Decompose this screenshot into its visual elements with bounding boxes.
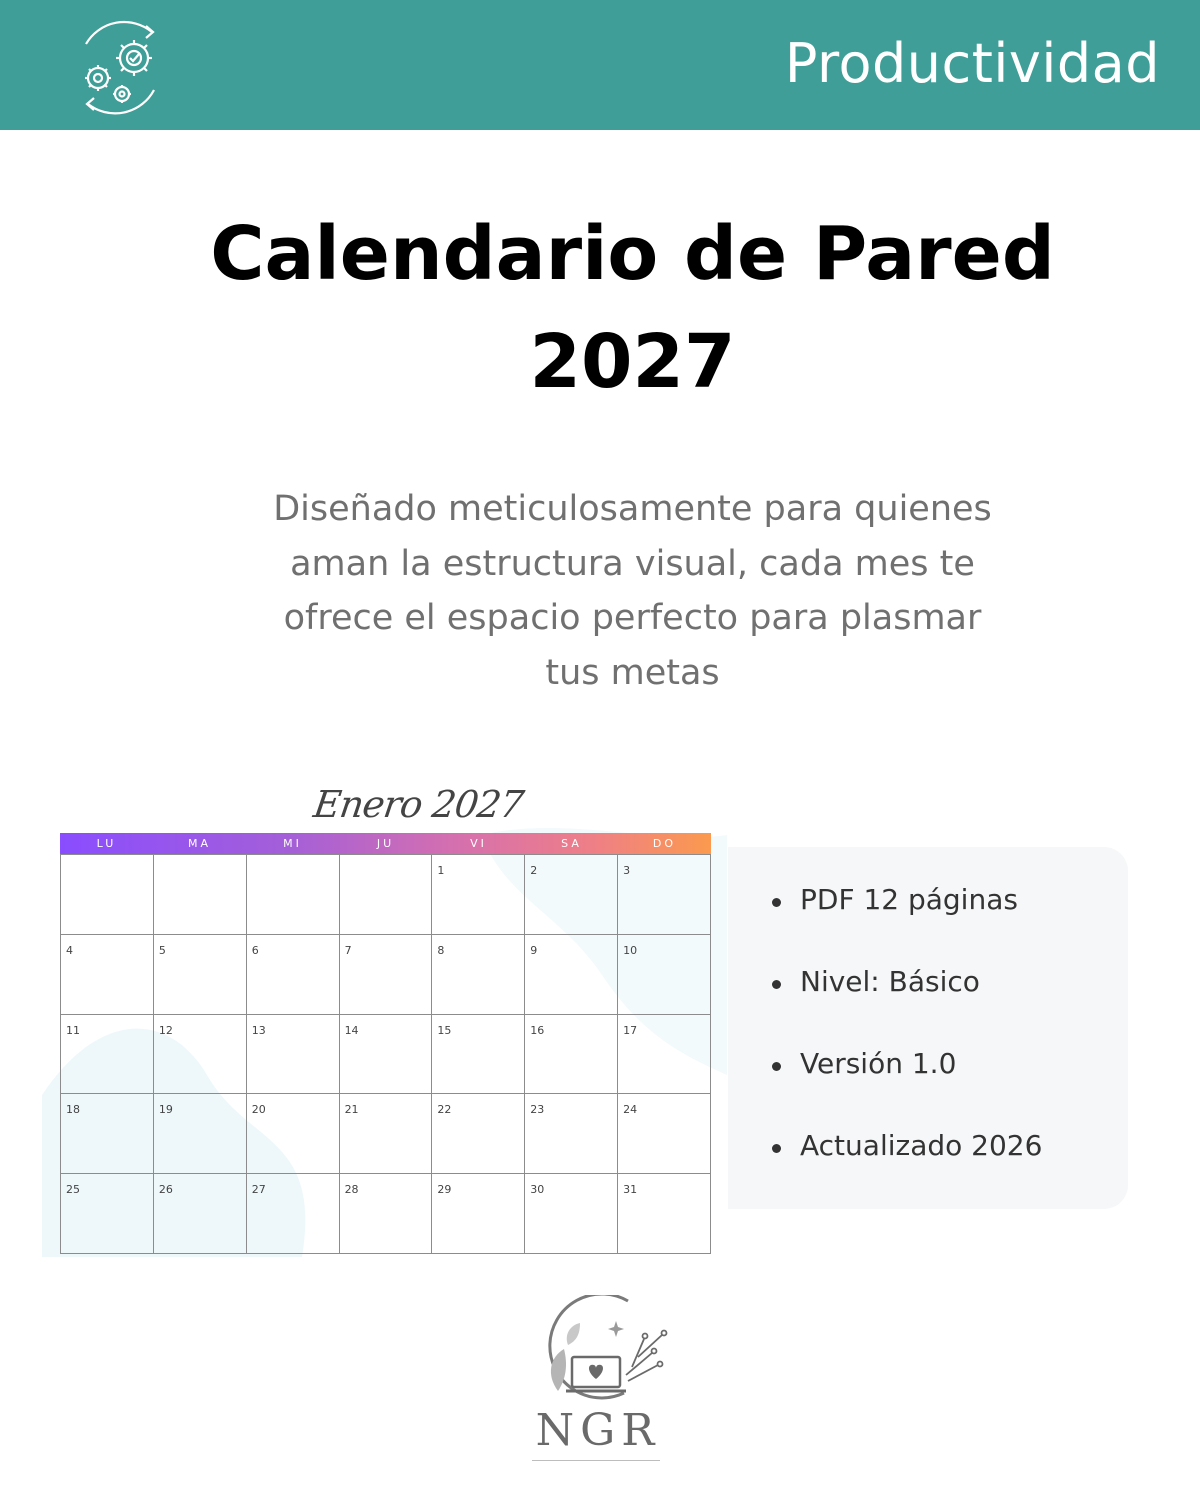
info-item: Nivel: Básico — [772, 965, 1042, 1047]
calendar-day-number: 10 — [623, 943, 638, 957]
calendar-day-number: 17 — [623, 1023, 638, 1037]
calendar-day-number: 28 — [344, 1183, 359, 1197]
calendar-day-number: 3 — [623, 864, 631, 877]
calendar-day-cell — [61, 1174, 154, 1254]
calendar-day-number: 18 — [66, 1103, 80, 1117]
weekday-label: DO — [652, 837, 677, 850]
calendar-day-number: 5 — [158, 943, 166, 957]
calendar-day-cell — [525, 935, 618, 1015]
calendar-day-cell — [618, 855, 711, 935]
calendar-day-number: 1 — [437, 864, 445, 877]
calendar-day-number: 23 — [530, 1103, 545, 1117]
gears-check-icon — [66, 14, 174, 122]
calendar-day-cell — [154, 1094, 247, 1174]
page-title — [100, 200, 1165, 416]
header-bar — [0, 0, 1200, 130]
calendar-day-number: 7 — [344, 943, 352, 957]
calendar-month-title: Enero 2027 — [310, 783, 526, 826]
calendar-day-cell — [61, 855, 154, 935]
calendar-day-cell — [154, 1015, 247, 1095]
weekday-label: LU — [96, 837, 117, 850]
description-line-1: Diseñado meticulosamente para quienes — [273, 489, 992, 529]
calendar-day-number: 8 — [437, 943, 445, 957]
title-line-2: 2027 — [529, 319, 736, 405]
calendar-day-cell — [340, 935, 433, 1015]
calendar-day-number: 6 — [251, 943, 259, 957]
calendar-day-cell — [525, 855, 618, 935]
calendar-day-cell — [247, 1174, 340, 1254]
calendar-day-number: 19 — [158, 1103, 173, 1117]
calendar-day-cell — [154, 855, 247, 935]
calendar-day-cell — [432, 1094, 525, 1174]
calendar-day-number: 11 — [66, 1023, 80, 1037]
weekday-label: MA — [187, 837, 211, 850]
calendar-day-number: 9 — [530, 943, 538, 957]
calendar-day-cell — [154, 1174, 247, 1254]
calendar-day-cell — [618, 1174, 711, 1254]
calendar-day-number: 2 — [530, 864, 538, 877]
weekday-label: SA — [561, 837, 582, 850]
weekday-label: VI — [470, 837, 487, 850]
weekday-label: JU — [376, 837, 395, 850]
calendar-day-cell — [154, 935, 247, 1015]
calendar-day-cell — [61, 1094, 154, 1174]
calendar-day-cell — [247, 1015, 340, 1095]
calendar-day-number: 14 — [344, 1023, 359, 1037]
calendar-day-cell — [618, 935, 711, 1015]
calendar-day-number: 16 — [530, 1023, 545, 1037]
calendar-day-number: 30 — [530, 1183, 545, 1197]
calendar-day-number: 26 — [158, 1183, 173, 1197]
logo-text: NGR — [535, 1405, 661, 1456]
calendar-day-cell — [340, 855, 433, 935]
calendar-day-cell — [247, 855, 340, 935]
calendar-day-cell — [432, 935, 525, 1015]
calendar-day-cell — [432, 1015, 525, 1095]
product-description — [215, 482, 1050, 700]
calendar-day-cell — [525, 1015, 618, 1095]
calendar-day-cell — [432, 1174, 525, 1254]
calendar-day-number: 21 — [344, 1103, 359, 1117]
calendar-day-cell — [618, 1015, 711, 1095]
calendar-day-cell — [247, 1094, 340, 1174]
calendar-day-number: 27 — [251, 1183, 266, 1197]
calendar-day-cell — [247, 935, 340, 1015]
weekday-label: MI — [283, 837, 302, 850]
info-item: Versión 1.0 — [772, 1047, 1042, 1129]
description-line-3: ofrece el espacio perfecto para plasmar — [283, 598, 982, 638]
calendar-day-number: 12 — [158, 1023, 173, 1037]
description-line-4: tus metas — [545, 652, 720, 693]
calendar-day-number: 13 — [251, 1023, 266, 1037]
title-line-1: Calendario de Pared — [210, 211, 1055, 297]
category-title: Productividad — [784, 32, 1160, 95]
calendar-grid — [60, 854, 711, 1254]
calendar-day-cell — [61, 935, 154, 1015]
product-info-card — [728, 847, 1128, 1209]
description-line-2: aman la estructura visual, cada mes te — [290, 543, 975, 584]
calendar-day-cell — [525, 1094, 618, 1174]
calendar-day-cell — [340, 1174, 433, 1254]
calendar-day-number: 31 — [623, 1183, 638, 1197]
calendar-day-cell — [61, 1015, 154, 1095]
calendar-day-number: 20 — [251, 1103, 266, 1117]
calendar-day-number: 25 — [66, 1183, 80, 1197]
calendar-day-number: 4 — [66, 943, 73, 957]
info-item: PDF 12 páginas — [772, 883, 1042, 965]
calendar-day-cell — [618, 1094, 711, 1174]
info-item: Actualizado 2026 — [772, 1129, 1042, 1211]
calendar-day-cell — [340, 1094, 433, 1174]
calendar-day-cell — [340, 1015, 433, 1095]
calendar-day-number: 15 — [437, 1023, 452, 1037]
calendar-day-cell — [432, 855, 525, 935]
logo-underline — [532, 1460, 660, 1461]
calendar-preview — [42, 775, 727, 1257]
product-info-list — [772, 883, 1042, 1211]
calendar-day-number: 24 — [623, 1103, 638, 1117]
calendar-weekday-header — [60, 833, 711, 854]
calendar-day-number: 29 — [437, 1183, 452, 1197]
calendar-day-number: 22 — [437, 1103, 452, 1117]
calendar-day-cell — [525, 1174, 618, 1254]
